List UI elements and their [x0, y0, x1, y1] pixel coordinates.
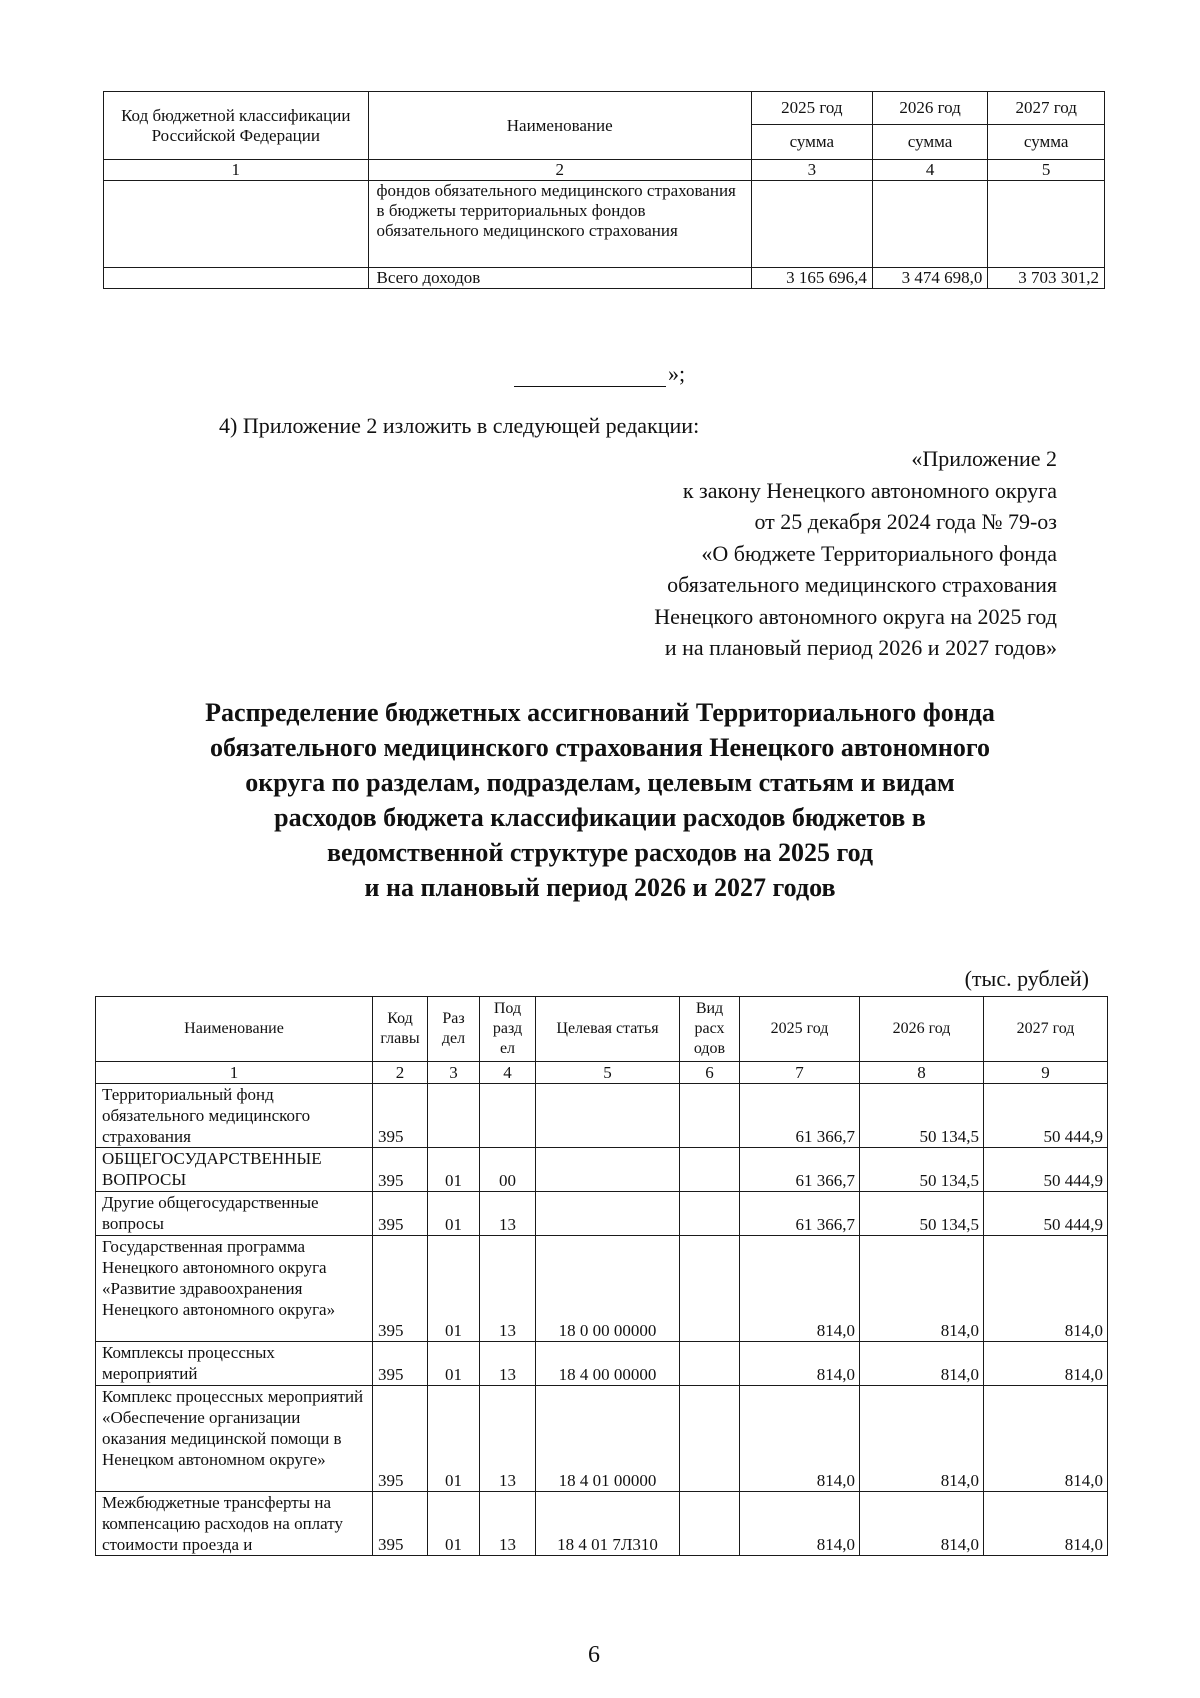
subsection-code	[480, 1084, 536, 1148]
column-number-row	[96, 1062, 1108, 1084]
value-2025: 814,0	[740, 1236, 860, 1342]
col-number: 5	[536, 1062, 680, 1084]
row-name: фондов обязательного медицинского страхования в бюджеты территориальных фондов обязательного медицинского страхования	[368, 181, 751, 268]
section-code: 01	[428, 1386, 480, 1492]
col-number: 5	[988, 160, 1105, 181]
quote-end-separator	[514, 361, 685, 387]
value-2025: 61 366,7	[740, 1084, 860, 1148]
value-2026: 814,0	[860, 1236, 984, 1342]
value-2025: 814,0	[740, 1342, 860, 1386]
separator-suffix: »;	[668, 361, 686, 386]
appendix-line: и на плановый период 2026 и 2027 годов»	[664, 635, 1057, 660]
value-2026: 814,0	[860, 1342, 984, 1386]
value-2026: 3 474 698,0	[872, 268, 988, 289]
subsection-code: 13	[480, 1386, 536, 1492]
table-row	[96, 1492, 1108, 1556]
target-article: 18 0 00 00000	[536, 1236, 680, 1342]
chapter-code: 395	[373, 1084, 428, 1148]
header-2026: 2026 год	[872, 92, 988, 125]
subsection-code: 00	[480, 1148, 536, 1192]
expense-type	[680, 1084, 740, 1148]
section-code: 01	[428, 1492, 480, 1556]
appendix-line: Ненецкого автономного округа на 2025 год	[654, 603, 1057, 629]
header-target-article: Целевая статья	[536, 997, 680, 1062]
target-article	[536, 1148, 680, 1192]
row-name: Государственная программа Ненецкого автономного округа «Развитие здравоохранения Ненецкого автономного округа»	[96, 1236, 373, 1342]
header-2025: 2025 год	[740, 997, 860, 1062]
value-2027: 50 444,9	[984, 1148, 1108, 1192]
header-kbk: Код бюджетной классификации Российской Федерации	[104, 92, 369, 160]
value-2025: 61 366,7	[740, 1192, 860, 1236]
col-number: 4	[872, 160, 988, 181]
table-row	[96, 1192, 1108, 1236]
chapter-code: 395	[373, 1342, 428, 1386]
value-2027: 814,0	[984, 1492, 1108, 1556]
table-header-row	[96, 997, 1108, 1062]
section-code: 01	[428, 1342, 480, 1386]
appendix-line: «О бюджете Территориального фонда	[701, 540, 1057, 566]
header-2027: 2027 год	[988, 92, 1105, 125]
expense-type	[680, 1342, 740, 1386]
header-2025: 2025 год	[751, 92, 872, 125]
expense-type	[680, 1492, 740, 1556]
appendix-line: к закону Ненецкого автономного округа	[682, 477, 1057, 503]
title-line: расходов бюджета классификации расходов бюджетов в	[274, 803, 926, 832]
value-2025: 3 165 696,4	[751, 268, 872, 289]
col-number: 1	[104, 160, 369, 181]
value-2026: 50 134,5	[860, 1192, 984, 1236]
title-line: ведомственной структуре расходов на 2025 год	[326, 838, 874, 867]
value-2025: 814,0	[740, 1492, 860, 1556]
chapter-code: 395	[373, 1386, 428, 1492]
col-number: 2	[368, 160, 751, 181]
row-name: Всего доходов	[368, 268, 751, 289]
chapter-code: 395	[373, 1192, 428, 1236]
table-row	[104, 268, 1105, 289]
target-article: 18 4 01 7Л310	[536, 1492, 680, 1556]
header-subsection: Под разд ел	[480, 997, 536, 1062]
appendix-reference	[654, 443, 1057, 664]
page-number: 6	[588, 1642, 600, 1668]
document-title	[100, 695, 1100, 905]
expenditure-table	[95, 996, 1108, 1556]
col-number: 8	[860, 1062, 984, 1084]
section-code: 01	[428, 1192, 480, 1236]
title-line: обязательного медицинского страхования Ненецкого автономного	[209, 733, 991, 762]
target-article	[536, 1084, 680, 1148]
value-2027: 50 444,9	[984, 1084, 1108, 1148]
col-number: 9	[984, 1062, 1108, 1084]
appendix-line: от 25 декабря 2024 года № 79-оз	[754, 509, 1057, 534]
value-2027: 3 703 301,2	[988, 268, 1105, 289]
section-code: 01	[428, 1236, 480, 1342]
paragraph-4: 4) Приложение 2 изложить в следующей редакции:	[219, 413, 700, 438]
title-line: округа по разделам, подразделам, целевым статьям и видам	[245, 768, 955, 797]
expense-type	[680, 1386, 740, 1492]
header-sum: сумма	[872, 125, 988, 160]
header-2027: 2027 год	[984, 997, 1108, 1062]
col-number: 6	[680, 1062, 740, 1084]
separator-line	[514, 368, 666, 387]
value-2025	[751, 181, 872, 268]
header-section: Раз дел	[428, 997, 480, 1062]
chapter-code: 395	[373, 1148, 428, 1192]
value-2025: 61 366,7	[740, 1148, 860, 1192]
row-name: Комплексы процессных мероприятий	[96, 1342, 373, 1386]
expense-type	[680, 1148, 740, 1192]
subsection-code: 13	[480, 1342, 536, 1386]
row-name: Межбюджетные трансферты на компенсацию расходов на оплату стоимости проезда и	[96, 1492, 373, 1556]
col-number: 4	[480, 1062, 536, 1084]
expense-type	[680, 1236, 740, 1342]
section-code	[428, 1084, 480, 1148]
expense-type	[680, 1192, 740, 1236]
section-code: 01	[428, 1148, 480, 1192]
col-number: 7	[740, 1062, 860, 1084]
col-number: 3	[428, 1062, 480, 1084]
value-2027: 814,0	[984, 1386, 1108, 1492]
value-2026: 50 134,5	[860, 1084, 984, 1148]
value-2027: 50 444,9	[984, 1192, 1108, 1236]
table-row	[96, 1236, 1108, 1342]
col-number: 2	[373, 1062, 428, 1084]
income-table	[103, 91, 1105, 289]
chapter-code: 395	[373, 1492, 428, 1556]
title-line: и на плановый период 2026 и 2027 годов	[364, 873, 836, 902]
table-row	[104, 181, 1105, 268]
value-2025: 814,0	[740, 1386, 860, 1492]
subsection-code: 13	[480, 1492, 536, 1556]
table-row	[96, 1148, 1108, 1192]
row-name: Другие общегосударственные вопросы	[96, 1192, 373, 1236]
table-row	[96, 1084, 1108, 1148]
value-2026: 50 134,5	[860, 1148, 984, 1192]
header-2026: 2026 год	[860, 997, 984, 1062]
table-row	[96, 1342, 1108, 1386]
subsection-code: 13	[480, 1236, 536, 1342]
target-article	[536, 1192, 680, 1236]
units-label: (тыс. рублей)	[964, 966, 1089, 991]
header-chapter-code: Код главы	[373, 997, 428, 1062]
col-number: 3	[751, 160, 872, 181]
row-name: Комплекс процессных мероприятий «Обеспечение организации оказания медицинской помощи в Ненецком автономном округе»	[96, 1386, 373, 1492]
appendix-line: «Приложение 2	[911, 446, 1057, 471]
appendix-line: обязательного медицинского страхования	[667, 572, 1057, 597]
value-2027: 814,0	[984, 1342, 1108, 1386]
header-name: Наименование	[96, 997, 373, 1062]
value-2026: 814,0	[860, 1492, 984, 1556]
chapter-code: 395	[373, 1236, 428, 1342]
value-2026	[872, 181, 988, 268]
row-name: Территориальный фонд обязательного медицинского страхования	[96, 1084, 373, 1148]
target-article: 18 4 01 00000	[536, 1386, 680, 1492]
column-number-row	[104, 160, 1105, 181]
col-number: 1	[96, 1062, 373, 1084]
subsection-code: 13	[480, 1192, 536, 1236]
table-header-row	[104, 92, 1105, 125]
value-2027: 814,0	[984, 1236, 1108, 1342]
target-article: 18 4 00 00000	[536, 1342, 680, 1386]
header-sum: сумма	[751, 125, 872, 160]
header-sum: сумма	[988, 125, 1105, 160]
header-name: Наименование	[368, 92, 751, 160]
table-row	[96, 1386, 1108, 1492]
value-2027	[988, 181, 1105, 268]
value-2026: 814,0	[860, 1386, 984, 1492]
header-expense-type: Вид расх одов	[680, 997, 740, 1062]
title-line: Распределение бюджетных ассигнований Территориального фонда	[205, 698, 995, 727]
row-name: ОБЩЕГОСУДАРСТВЕННЫЕ ВОПРОСЫ	[96, 1148, 373, 1192]
